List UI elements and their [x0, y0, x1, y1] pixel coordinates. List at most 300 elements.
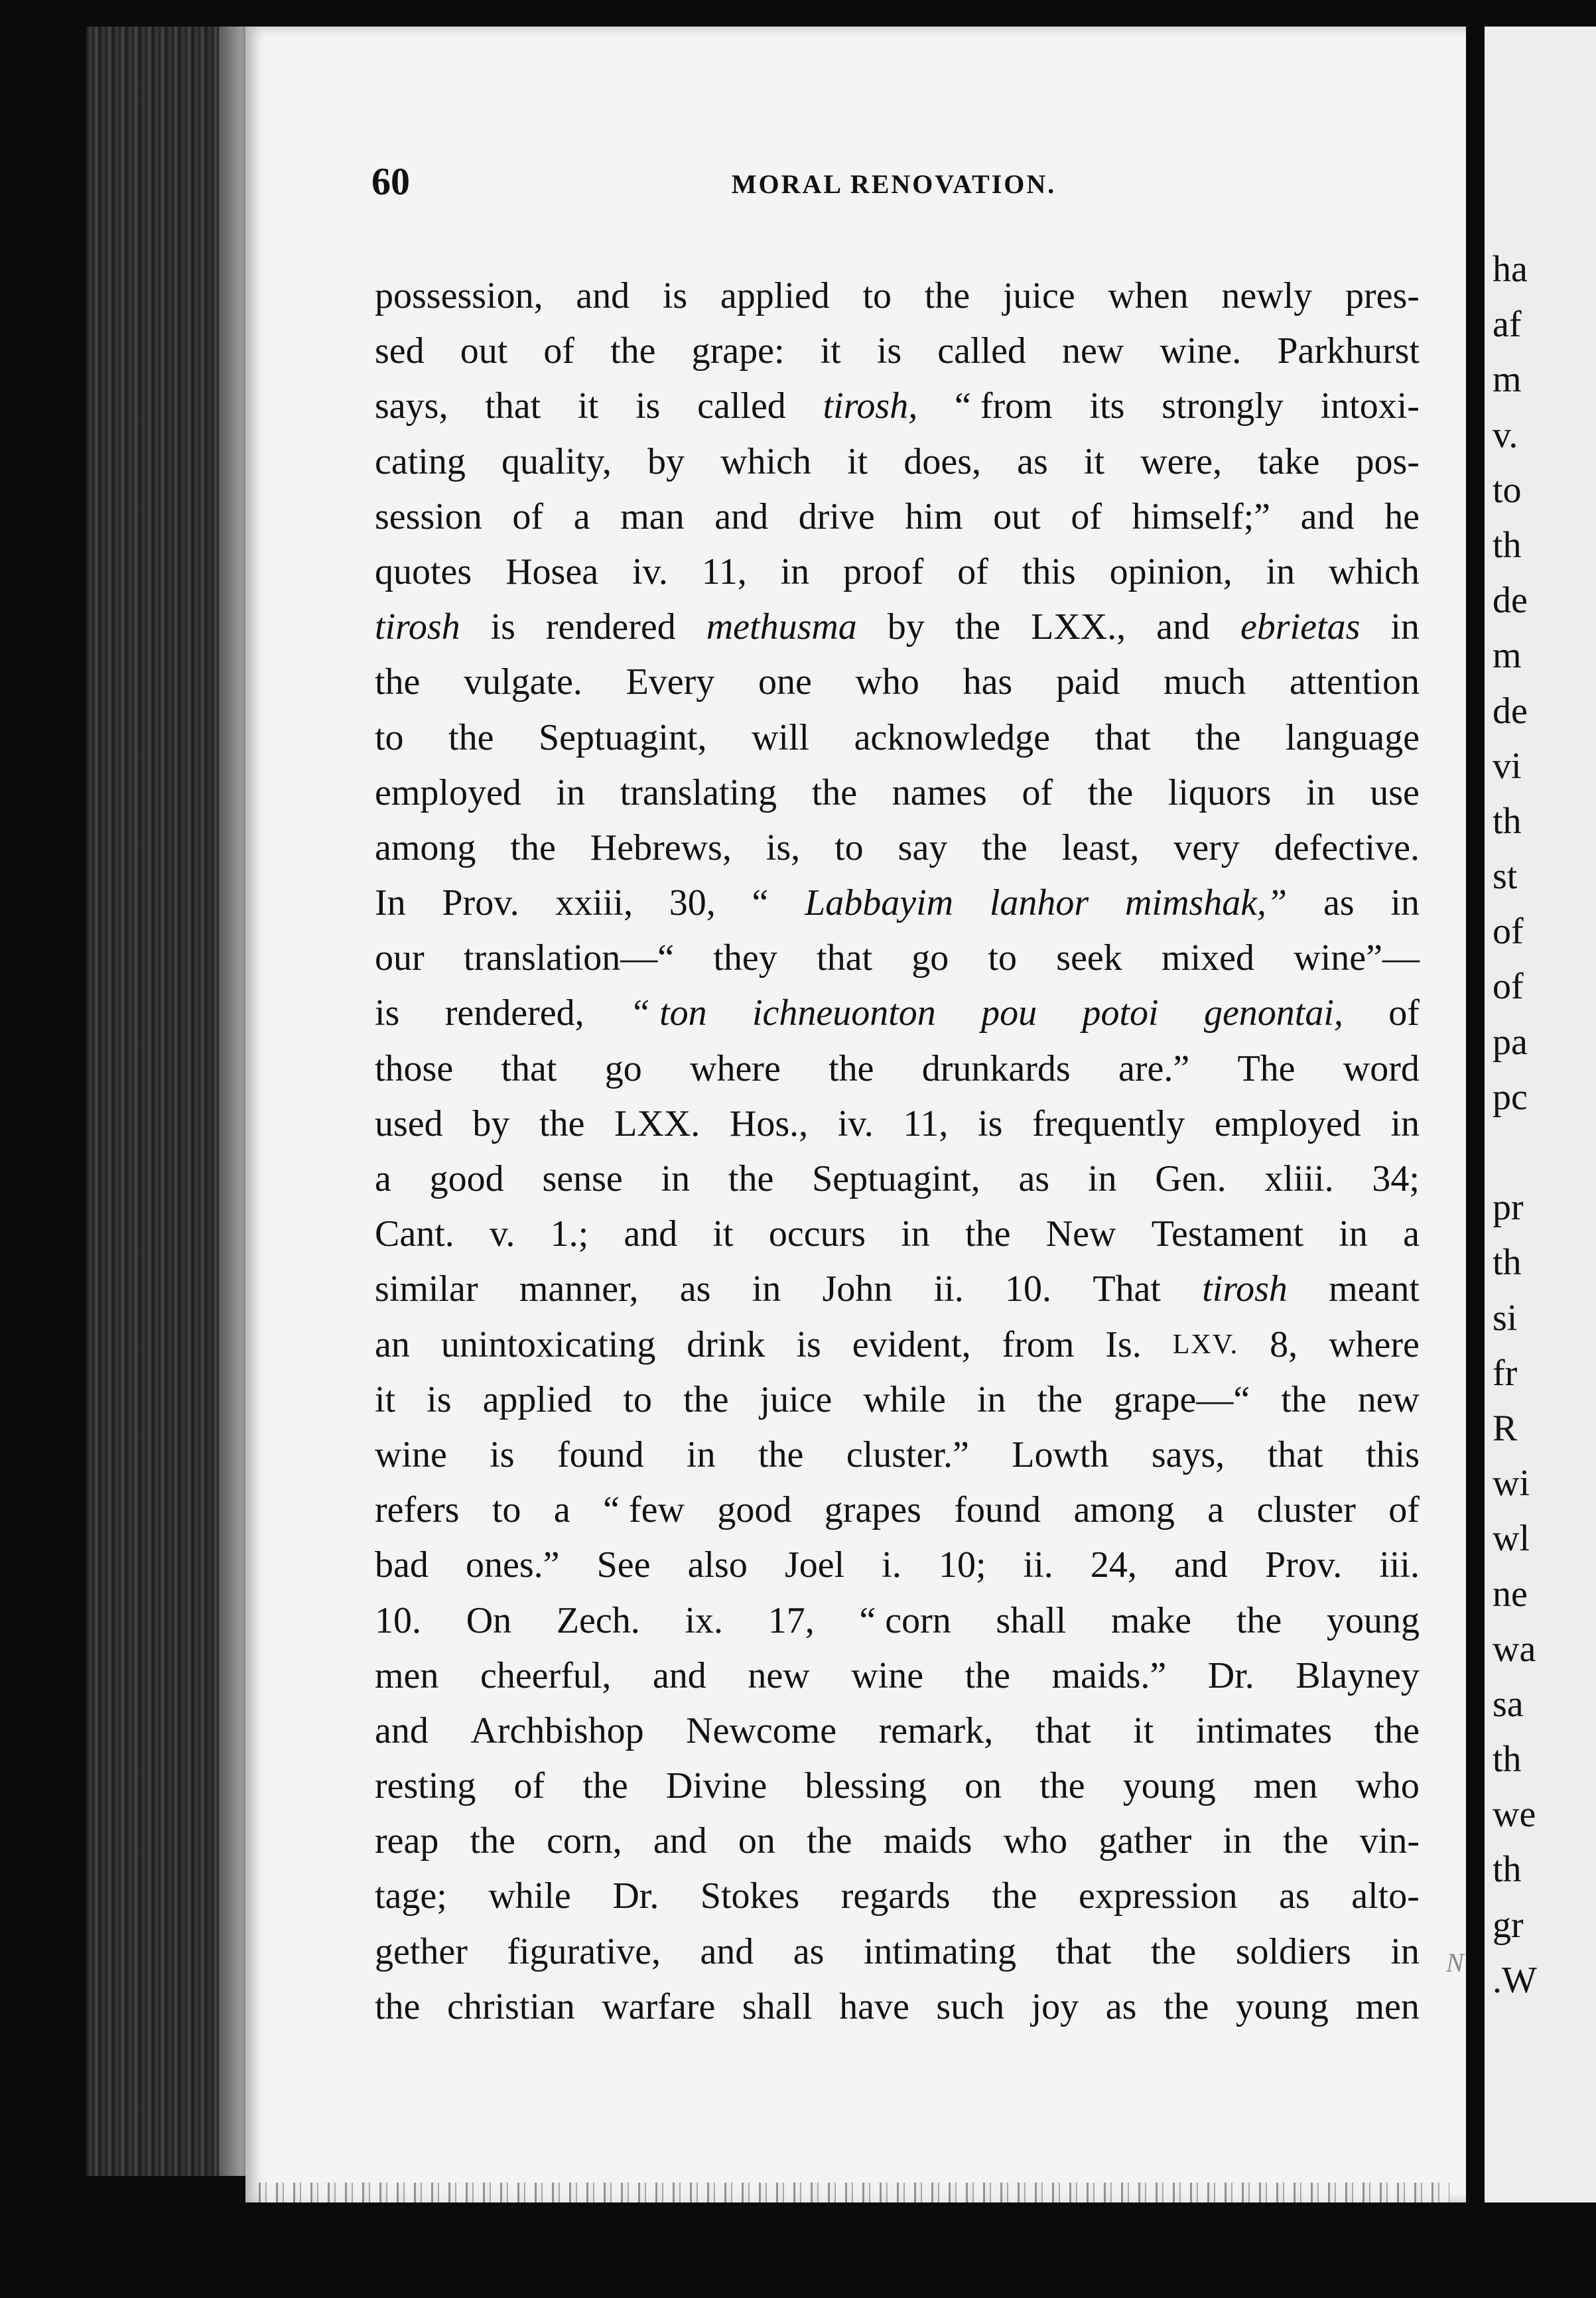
word: as [1018, 1158, 1050, 1199]
word: make [1110, 1599, 1192, 1641]
word: similar [375, 1268, 478, 1310]
facing-page-fragment: th [1493, 1242, 1522, 1284]
word: in [780, 551, 810, 592]
text-line [375, 1152, 1420, 1207]
word: were, [1140, 440, 1222, 482]
word: intimates [1195, 1710, 1333, 1751]
facing-page-fragment: we [1493, 1794, 1536, 1836]
word: the [1195, 716, 1241, 758]
word: On [466, 1599, 512, 1641]
word: also [687, 1544, 748, 1586]
text-line [375, 269, 1420, 324]
word: paid [1055, 661, 1120, 703]
word: Testament [1151, 1213, 1304, 1255]
word: “ few [603, 1489, 685, 1531]
word: the [964, 1655, 1011, 1696]
word: in [1390, 1930, 1420, 1972]
word: is [375, 992, 400, 1034]
word: and [714, 496, 769, 537]
word: new [748, 1655, 810, 1696]
word: Septuagint, [812, 1158, 980, 1199]
word: are.” [1118, 1048, 1190, 1089]
word: tirosh, [823, 385, 918, 427]
word: Labbayim [805, 882, 954, 924]
word: “ corn [859, 1599, 951, 1641]
word: the [539, 1103, 585, 1144]
word: LXX. [614, 1103, 700, 1144]
word: which [720, 440, 811, 482]
word: wine [851, 1655, 924, 1696]
word: 8, [1270, 1323, 1298, 1365]
word: in [901, 1213, 930, 1255]
word: in [1390, 882, 1420, 924]
word: the [1087, 772, 1134, 813]
word: reap [375, 1820, 439, 1862]
word: cluster.” [846, 1434, 969, 1475]
word: who [1003, 1820, 1068, 1862]
word: “ [752, 882, 769, 924]
word: occurs [768, 1213, 866, 1255]
word: does, [903, 440, 981, 482]
word: tirosh [1202, 1268, 1288, 1310]
word: iv. [632, 551, 668, 592]
word: it [847, 440, 868, 482]
word: cating [375, 440, 466, 482]
word: corn, [547, 1820, 622, 1862]
word: such [936, 1986, 1005, 2027]
word: a [553, 1489, 570, 1531]
word: warfare [602, 1986, 716, 2027]
word: 1.; [550, 1213, 589, 1255]
word: have [839, 1986, 909, 2027]
word: xxiii, [555, 882, 633, 924]
word: and [1300, 496, 1355, 537]
word: that [1035, 1710, 1091, 1751]
word: this [1366, 1434, 1420, 1475]
word: i. [882, 1544, 901, 1586]
text-line [375, 876, 1420, 931]
word: New [1045, 1213, 1116, 1255]
text-line [375, 1814, 1420, 1869]
word: that [1055, 1930, 1112, 1972]
word: Hos., [729, 1103, 809, 1144]
facing-page-fragment: m [1493, 635, 1522, 677]
word: to [492, 1489, 521, 1531]
word: that [485, 385, 541, 427]
word: word [1343, 1048, 1420, 1089]
word: drink [687, 1323, 765, 1365]
word: of [1022, 772, 1053, 813]
word: is [490, 1434, 515, 1475]
word: ii. [933, 1268, 964, 1310]
word: on [738, 1820, 775, 1862]
facing-page-fragment: v. [1493, 414, 1518, 456]
word: men [1355, 1986, 1420, 2027]
facing-page-fragment: wi [1493, 1463, 1530, 1505]
word: Parkhurst [1277, 330, 1420, 372]
word: he [1384, 496, 1420, 537]
word: possession, [375, 275, 543, 316]
facing-page-fragment: si [1493, 1297, 1518, 1339]
word: to [834, 827, 864, 868]
word: that [1267, 1434, 1323, 1475]
text-line [375, 1042, 1420, 1097]
word: the [1037, 1379, 1083, 1420]
word: in [1390, 1103, 1420, 1144]
word: is [635, 385, 661, 427]
word: it [820, 330, 841, 372]
word: figurative, [507, 1930, 661, 1972]
word: men [375, 1655, 439, 1696]
word: vulgate. [464, 661, 582, 703]
word: refers [375, 1489, 460, 1531]
word: the [1236, 1599, 1282, 1641]
facing-page-fragment: th [1493, 800, 1522, 842]
word: ichneuonton [752, 992, 936, 1034]
word: translation—“ [463, 937, 675, 979]
word: is [796, 1323, 821, 1365]
word: blessing [805, 1765, 927, 1807]
facing-page-fragment: wa [1493, 1628, 1536, 1670]
word: on [964, 1765, 1002, 1807]
word: intimating [863, 1930, 1017, 1972]
word: and [1156, 606, 1210, 648]
word: mimshak,” [1124, 882, 1288, 924]
word: the [1039, 1765, 1085, 1807]
word: meant [1329, 1268, 1420, 1310]
word: christian [446, 1986, 575, 2027]
word: 17, [767, 1599, 815, 1641]
word: Gen. [1155, 1158, 1227, 1199]
word: the [610, 330, 656, 372]
word: the [510, 827, 556, 868]
text-line [375, 1593, 1420, 1649]
word: Hebrews, [590, 827, 732, 868]
word: strongly [1162, 385, 1284, 427]
facing-page-fragment: pr [1493, 1187, 1524, 1229]
word: very [1173, 827, 1240, 868]
facing-page-fragment: R [1493, 1407, 1518, 1449]
word: employed [1214, 1103, 1361, 1144]
word: the [375, 1986, 421, 2027]
word: the [1281, 1379, 1327, 1420]
word: is, [765, 827, 801, 868]
word: Archbishop [470, 1710, 644, 1751]
word: the [1283, 1820, 1329, 1862]
word: tirosh [375, 606, 460, 648]
word: to [375, 716, 404, 758]
word: rendered [545, 606, 676, 648]
text-line [375, 1980, 1420, 2035]
word: it [375, 1379, 396, 1420]
word: says, [1151, 1434, 1225, 1475]
margin-mark: N [1446, 1948, 1464, 1978]
word: that [817, 937, 873, 979]
word: say [898, 827, 948, 868]
word: a [573, 496, 590, 537]
word: the [375, 661, 421, 703]
running-title: MORAL RENOVATION. [731, 169, 1057, 199]
word: that [501, 1048, 557, 1089]
word: sense [542, 1158, 623, 1199]
word: in [1223, 1820, 1252, 1862]
text-line [375, 655, 1420, 710]
word: good [429, 1158, 504, 1199]
word: the [992, 1875, 1037, 1917]
text-line [375, 1262, 1420, 1317]
word: ones.” [465, 1544, 560, 1586]
word: in [976, 1379, 1006, 1420]
word: and [375, 1710, 429, 1751]
book-page [245, 27, 1469, 2202]
word: intoxi- [1320, 385, 1420, 427]
word: lanhor [989, 882, 1089, 924]
word: and [1174, 1544, 1228, 1586]
word: out [993, 496, 1041, 537]
facing-page-fragment: vi [1493, 745, 1522, 787]
word: of [1388, 1489, 1420, 1531]
word: used [375, 1103, 443, 1144]
word: “ ton [629, 992, 707, 1034]
word: Prov. [442, 882, 519, 924]
word: from [1002, 1323, 1075, 1365]
word: pos- [1355, 440, 1420, 482]
word: alto- [1351, 1875, 1420, 1917]
word: in [556, 772, 586, 813]
word: potoi [1082, 992, 1159, 1034]
word: 24, [1090, 1544, 1137, 1586]
word: Hosea [505, 551, 599, 592]
word: found [954, 1489, 1041, 1531]
word: the [829, 1048, 874, 1089]
word: men [1253, 1765, 1318, 1807]
word: in [1306, 772, 1335, 813]
word: maids.” [1051, 1655, 1167, 1696]
word: it [712, 1213, 734, 1255]
word: evident, [852, 1323, 971, 1365]
word: the [1374, 1710, 1420, 1751]
word: wine”— [1294, 937, 1420, 979]
word: drive [798, 496, 875, 537]
word: wine [375, 1434, 447, 1475]
word: of [1071, 496, 1102, 537]
word: language [1285, 716, 1420, 758]
word: who [855, 661, 919, 703]
word: translating [620, 772, 777, 813]
word: by [472, 1103, 510, 1144]
word: Every [626, 661, 715, 703]
word: which [1329, 551, 1420, 592]
word: gether [375, 1930, 468, 1972]
word: defective. [1274, 827, 1420, 868]
word: opinion, [1109, 551, 1232, 592]
text-line [375, 1097, 1420, 1152]
word: Newcome [686, 1710, 837, 1751]
word: Divine [665, 1765, 767, 1807]
word: Zech. [556, 1599, 640, 1641]
word: grapes [824, 1489, 921, 1531]
word: regards [840, 1875, 951, 1917]
facing-page-fragment: th [1493, 524, 1522, 566]
word: Septuagint, [538, 716, 707, 758]
word: newly [1221, 275, 1313, 316]
word: good [717, 1489, 792, 1531]
word: applied [720, 275, 830, 316]
word: Prov. [1265, 1544, 1343, 1586]
word: 30, [669, 882, 716, 924]
facing-page [1485, 27, 1596, 2202]
word: 34; [1372, 1158, 1420, 1199]
word: is [427, 1379, 452, 1420]
word: drunkards [921, 1048, 1071, 1089]
word: while [488, 1875, 571, 1917]
word: Joel [784, 1544, 845, 1586]
word: this [1022, 551, 1076, 592]
word: himself;” [1132, 496, 1271, 537]
word: The [1237, 1048, 1296, 1089]
word: where [690, 1048, 781, 1089]
word: take [1258, 440, 1320, 482]
word: expression [1079, 1875, 1238, 1917]
word: soldiers [1235, 1930, 1351, 1972]
word: to [862, 275, 892, 316]
word: of [513, 1765, 545, 1807]
word: quality, [501, 440, 612, 482]
page-bottom-edge [259, 2183, 1449, 2202]
word: has [963, 661, 1013, 703]
word: who [1355, 1765, 1420, 1807]
word: “ from [955, 385, 1053, 427]
word: the [470, 1820, 515, 1862]
word: in [687, 1434, 716, 1475]
word: wine. [1160, 330, 1242, 372]
word: and [652, 1655, 706, 1696]
text-line [375, 490, 1420, 545]
facing-page-fragment: ne [1493, 1573, 1528, 1615]
text-line [375, 1318, 1420, 1373]
word: names [892, 772, 987, 813]
word: liquors [1167, 772, 1272, 813]
word: grape: [691, 330, 785, 372]
text-line [375, 1759, 1420, 1814]
word: those [375, 1048, 454, 1089]
word: among [375, 827, 476, 868]
word: genontai, [1203, 992, 1343, 1034]
word: Dr. [612, 1875, 659, 1917]
word: young [1326, 1599, 1420, 1641]
word: as [1323, 882, 1355, 924]
facing-page-text [1485, 242, 1537, 2008]
word: mixed [1162, 937, 1255, 979]
word: is [662, 275, 688, 316]
word: bad [375, 1544, 429, 1586]
word: as [793, 1930, 825, 1972]
text-line [375, 1538, 1420, 1593]
word: ii. [1023, 1544, 1053, 1586]
word: the [448, 716, 494, 758]
word: the [982, 827, 1028, 868]
word: our [375, 937, 425, 979]
text-line [375, 986, 1420, 1041]
word: the [758, 1434, 804, 1475]
word: called [937, 330, 1026, 372]
word: vin- [1359, 1820, 1420, 1862]
word: LXV. [1172, 1329, 1239, 1360]
word: use [1370, 772, 1420, 813]
word: John [822, 1268, 893, 1310]
word: quotes [375, 551, 472, 592]
facing-page-fragment: wl [1493, 1518, 1530, 1560]
word: proof [843, 551, 924, 592]
word: and [624, 1213, 678, 1255]
word: young [1122, 1765, 1216, 1807]
word: when [1108, 275, 1189, 316]
word: Stokes [700, 1875, 800, 1917]
word: man [620, 496, 685, 537]
word: joy [1031, 1986, 1079, 2027]
word: in [1339, 1213, 1368, 1255]
facing-page-fragment: sa [1493, 1683, 1524, 1725]
word: maids [883, 1820, 972, 1862]
word: in [1390, 606, 1420, 648]
word: one [758, 661, 812, 703]
facing-page-fragment: .W [1493, 1959, 1537, 2001]
word: of [957, 551, 988, 592]
word: LXX., [1031, 606, 1126, 648]
text-line [375, 545, 1420, 600]
word: says, [375, 385, 448, 427]
word: while [863, 1379, 946, 1420]
facing-page-fragment [1485, 1125, 1537, 1180]
word: least, [1061, 827, 1140, 868]
word: in [752, 1268, 781, 1310]
word: resting [375, 1765, 476, 1807]
word: is [490, 606, 515, 648]
page-number: 60 [371, 160, 410, 203]
text-line [375, 766, 1420, 821]
word: a [1207, 1489, 1225, 1531]
word: iv. [837, 1103, 874, 1144]
word: manner, [519, 1268, 639, 1310]
text-line [375, 324, 1420, 379]
word: unintoxicating [440, 1323, 656, 1365]
word: him [905, 496, 963, 537]
word: That [1093, 1268, 1161, 1310]
word: an [375, 1323, 410, 1365]
word: seek [1056, 937, 1122, 979]
text-line [375, 1925, 1420, 1980]
word: the [1150, 1930, 1197, 1972]
word: grape—“ [1113, 1379, 1250, 1420]
word: frequently [1032, 1103, 1185, 1144]
word: go [604, 1048, 642, 1089]
facing-page-fragment: pc [1493, 1076, 1528, 1118]
word: the [582, 1765, 628, 1807]
word: cluster [1256, 1489, 1356, 1531]
word: 11, [903, 1103, 949, 1144]
word: Dr. [1207, 1655, 1254, 1696]
word: the [1163, 1986, 1209, 2027]
word: and [576, 275, 630, 316]
word: 10; [938, 1544, 986, 1586]
facing-page-fragment: de [1493, 580, 1528, 622]
word: shall [996, 1599, 1067, 1641]
facing-page-fragment: gr [1493, 1904, 1524, 1946]
word: employed [375, 772, 521, 813]
word: pres- [1345, 275, 1420, 316]
word: and [653, 1820, 707, 1862]
facing-page-fragment: m [1493, 359, 1522, 401]
